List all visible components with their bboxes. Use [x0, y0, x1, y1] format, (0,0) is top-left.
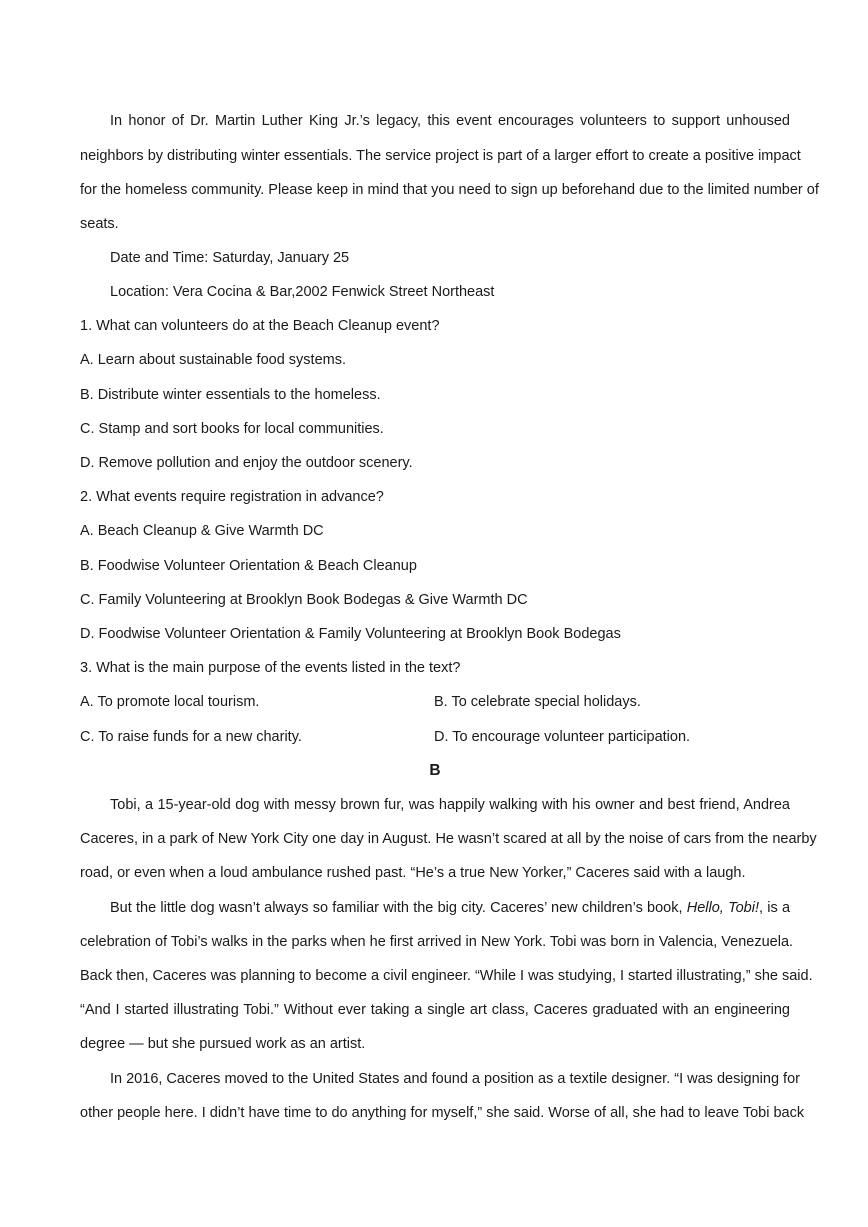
event-date-time: Date and Time: Saturday, January 25 [110, 250, 350, 266]
question-2-option-b: B. Foodwise Volunteer Orientation & Beach Cleanup [80, 558, 417, 574]
book-title: Hello, Tobi! [686, 900, 759, 916]
question-1-option-c: C. Stamp and sort books for local communities. [80, 421, 384, 437]
question-1-option-a: A. Learn about sustainable food systems. [80, 352, 346, 368]
passage-b-line: celebration of Tobi’s walks in the parks when he first arrived in New York. Tobi was born in Valencia, Venezuela. [80, 934, 794, 950]
passage-b-line: degree — but she pursued work as an artist. [80, 1036, 366, 1052]
passage-b-line: Caceres, in a park of New York City one day in August. He wasn’t scared at all by the noise of cars from the nearby [80, 831, 817, 847]
section-b-heading: B [429, 762, 441, 779]
passage-a-line: seats. [80, 216, 119, 232]
passage-b-line: “And I started illustrating Tobi.” Without ever taking a single art class, Caceres graduated with an engineering [80, 1002, 790, 1018]
question-3-option-a: A. To promote local tourism. [80, 694, 260, 710]
passage-b-line: road, or even when a loud ambulance rushed past. “He’s a true New Yorker,” Caceres said with a laugh. [80, 865, 746, 881]
question-1-option-b: B. Distribute winter essentials to the homeless. [80, 387, 381, 403]
question-1-option-d: D. Remove pollution and enjoy the outdoor scenery. [80, 455, 413, 471]
passage-b-line: Back then, Caceres was planning to become a civil engineer. “While I was studying, I started illustrating,” she said. [80, 968, 813, 984]
passage-b-line: Tobi, a 15-year-old dog with messy brown fur, was happily walking with his owner and best friend, Andrea [110, 797, 790, 813]
passage-b-line: other people here. I didn’t have time to do anything for myself,” she said. Worse of all, she had to leave Tobi back [80, 1105, 805, 1121]
question-1-stem: 1. What can volunteers do at the Beach Cleanup event? [80, 318, 440, 334]
passage-b-line [110, 898, 790, 918]
question-3-option-c: C. To raise funds for a new charity. [80, 729, 302, 745]
question-3-option-d: D. To encourage volunteer participation. [434, 729, 691, 745]
question-3-stem: 3. What is the main purpose of the events listed in the text? [80, 660, 461, 676]
passage-a-line: neighbors by distributing winter essentials. The service project is part of a larger effort to create a positive impact [80, 148, 801, 164]
question-3-option-b: B. To celebrate special holidays. [434, 694, 641, 710]
passage-a-line: for the homeless community. Please keep in mind that you need to sign up beforehand due to the limited number of [80, 182, 819, 198]
question-2-stem: 2. What events require registration in advance? [80, 489, 384, 505]
passage-b-line: In 2016, Caceres moved to the United States and found a position as a textile designer. “I was designing for [110, 1071, 800, 1087]
event-location: Location: Vera Cocina & Bar,2002 Fenwick Street Northeast [110, 284, 495, 300]
passage-b-text: , is a [758, 900, 791, 916]
question-2-option-c: C. Family Volunteering at Brooklyn Book Bodegas & Give Warmth DC [80, 592, 528, 608]
question-2-option-d: D. Foodwise Volunteer Orientation & Family Volunteering at Brooklyn Book Bodegas [80, 626, 621, 642]
question-2-option-a: A. Beach Cleanup & Give Warmth DC [80, 523, 324, 539]
passage-a-line: In honor of Dr. Martin Luther King Jr.’s legacy, this event encourages volunteers to support unhoused [110, 113, 790, 129]
passage-b-text: But the little dog wasn’t always so familiar with the big city. Caceres’ new children’s book, [110, 900, 683, 916]
